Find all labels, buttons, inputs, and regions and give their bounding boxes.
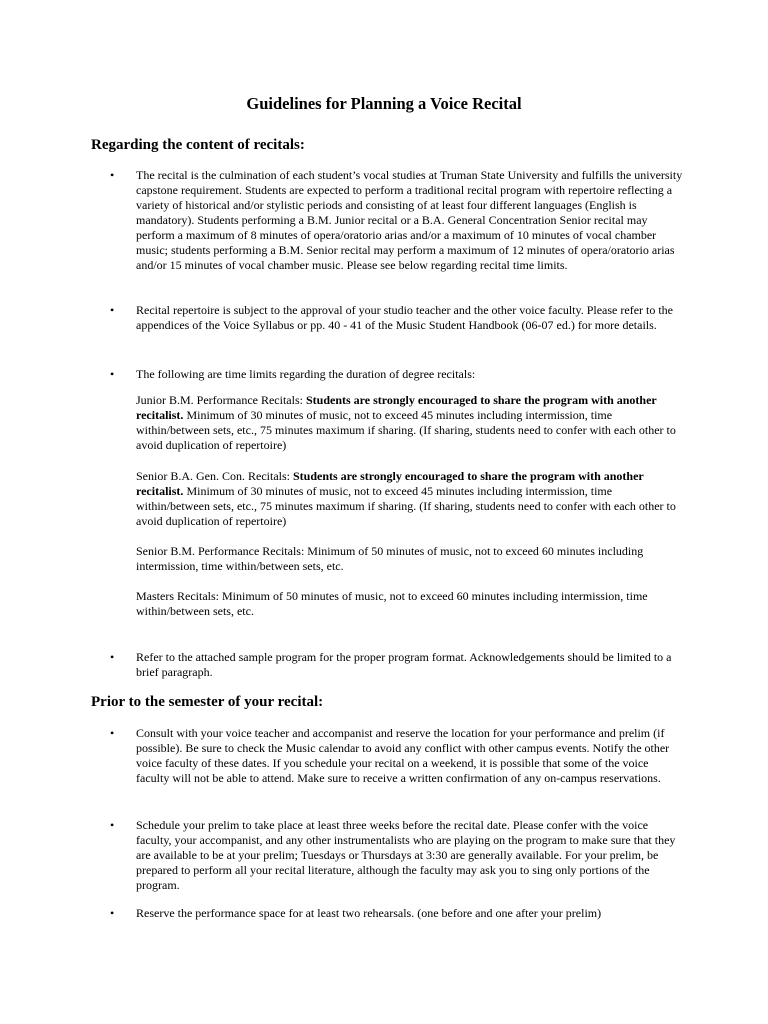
share-recommendation: Students are strongly encouraged to share the program with another recitalist. bbox=[136, 393, 657, 422]
list-item-text: Consult with your voice teacher and accompanist and reserve the location for your performance and prelim (if possible). Be sure to check the Music calendar to avoid any conflict with other campus events. Notify the other voice faculty of these dates. If you schedule your recital on a weekend, it is possible that some of the voice faculty will not be able to attend. Make sure to receive a written confirmation of any on-campus reservations. bbox=[136, 726, 670, 785]
share-recommendation: Students are strongly encouraged to share the program with another recitalist. bbox=[136, 469, 644, 498]
recital-type-label: Junior B.M. Performance Recitals: bbox=[136, 393, 306, 407]
time-limit-senior-ba bbox=[136, 469, 684, 529]
time-limit-junior-bm bbox=[136, 393, 684, 453]
bullet-icon: • bbox=[110, 726, 115, 740]
list-item-text: Recital repertoire is subject to the approval of your studio teacher and the other voice faculty. Please refer to the appendices of the Voice Syllabus or pp. 40 - 41 of the Music Student Handbook (06-07 ed.) for more details. bbox=[136, 303, 674, 332]
document-title: Guidelines for Planning a Voice Recital bbox=[246, 94, 522, 113]
time-limit-senior-bm: Senior B.M. Performance Recitals: Minimum of 50 minutes of music, not to exceed 60 minutes including intermission, time within/between sets, etc. bbox=[136, 544, 644, 573]
time-limit-masters: Masters Recitals: Minimum of 50 minutes of music, not to exceed 60 minutes including intermission, time within/between sets, etc. bbox=[136, 589, 648, 618]
section-heading-prior: Prior to the semester of your recital: bbox=[91, 694, 324, 710]
list-item-text: The recital is the culmination of each student’s vocal studies at Truman State University and fulfills the university capstone requirement. Students are expected to perform a traditional recital program with repertoire reflecting a variety of historical and/or stylistic periods and consisting of at least four different languages (English is mandatory). Students performing a B.M. Junior recital or a B.A. General Concentration Senior recital may perform a maximum of 8 minutes of opera/oratorio arias and/or a maximum of 10 minutes of vocal chamber music; students performing a B.M. Senior recital may perform a maximum of 12 minutes of opera/oratorio arias and/or 15 minutes of vocal chamber music. Please see below regarding recital time limits. bbox=[136, 168, 683, 272]
section-heading-content: Regarding the content of recitals: bbox=[91, 137, 305, 153]
bullet-icon: • bbox=[110, 906, 115, 920]
time-limit-details: Minimum of 30 minutes of music, not to exceed 45 minutes including intermission, time within/between sets, etc., 75 minutes maximum if sharing. (If sharing, students need to confer with each other to avoid duplication of repertoire) bbox=[136, 484, 676, 528]
time-limit-details: Minimum of 30 minutes of music, not to exceed 45 minutes including intermission, time within/between sets, etc., 75 minutes maximum if sharing. (If sharing, students need to confer with each other to avoid duplication of repertoire) bbox=[136, 408, 676, 452]
list-item-text: The following are time limits regarding the duration of degree recitals: bbox=[136, 367, 476, 381]
list-item-text: Schedule your prelim to take place at least three weeks before the recital date. Please confer with the voice faculty, your accompanist, and any other instrumentalists who are playing on the program to make sure that they are available to be at your prelim; Tuesdays or Thursdays at 3:30 are generally available. For your prelim, be prepared to perform all your recital literature, although the faculty may ask you to sing only portions of the program. bbox=[136, 818, 676, 892]
list-item-text: Reserve the performance space for at least two rehearsals. (one before and one after your prelim) bbox=[136, 906, 602, 920]
bullet-icon: • bbox=[110, 367, 115, 381]
bullet-icon: • bbox=[110, 168, 115, 182]
bullet-icon: • bbox=[110, 303, 115, 317]
recital-type-label: Senior B.A. Gen. Con. Recitals: bbox=[136, 469, 293, 483]
list-item-text: Refer to the attached sample program for the proper program format. Acknowledgements should be limited to a brief paragraph. bbox=[136, 650, 672, 679]
bullet-icon: • bbox=[110, 818, 115, 832]
bullet-icon: • bbox=[110, 650, 115, 664]
